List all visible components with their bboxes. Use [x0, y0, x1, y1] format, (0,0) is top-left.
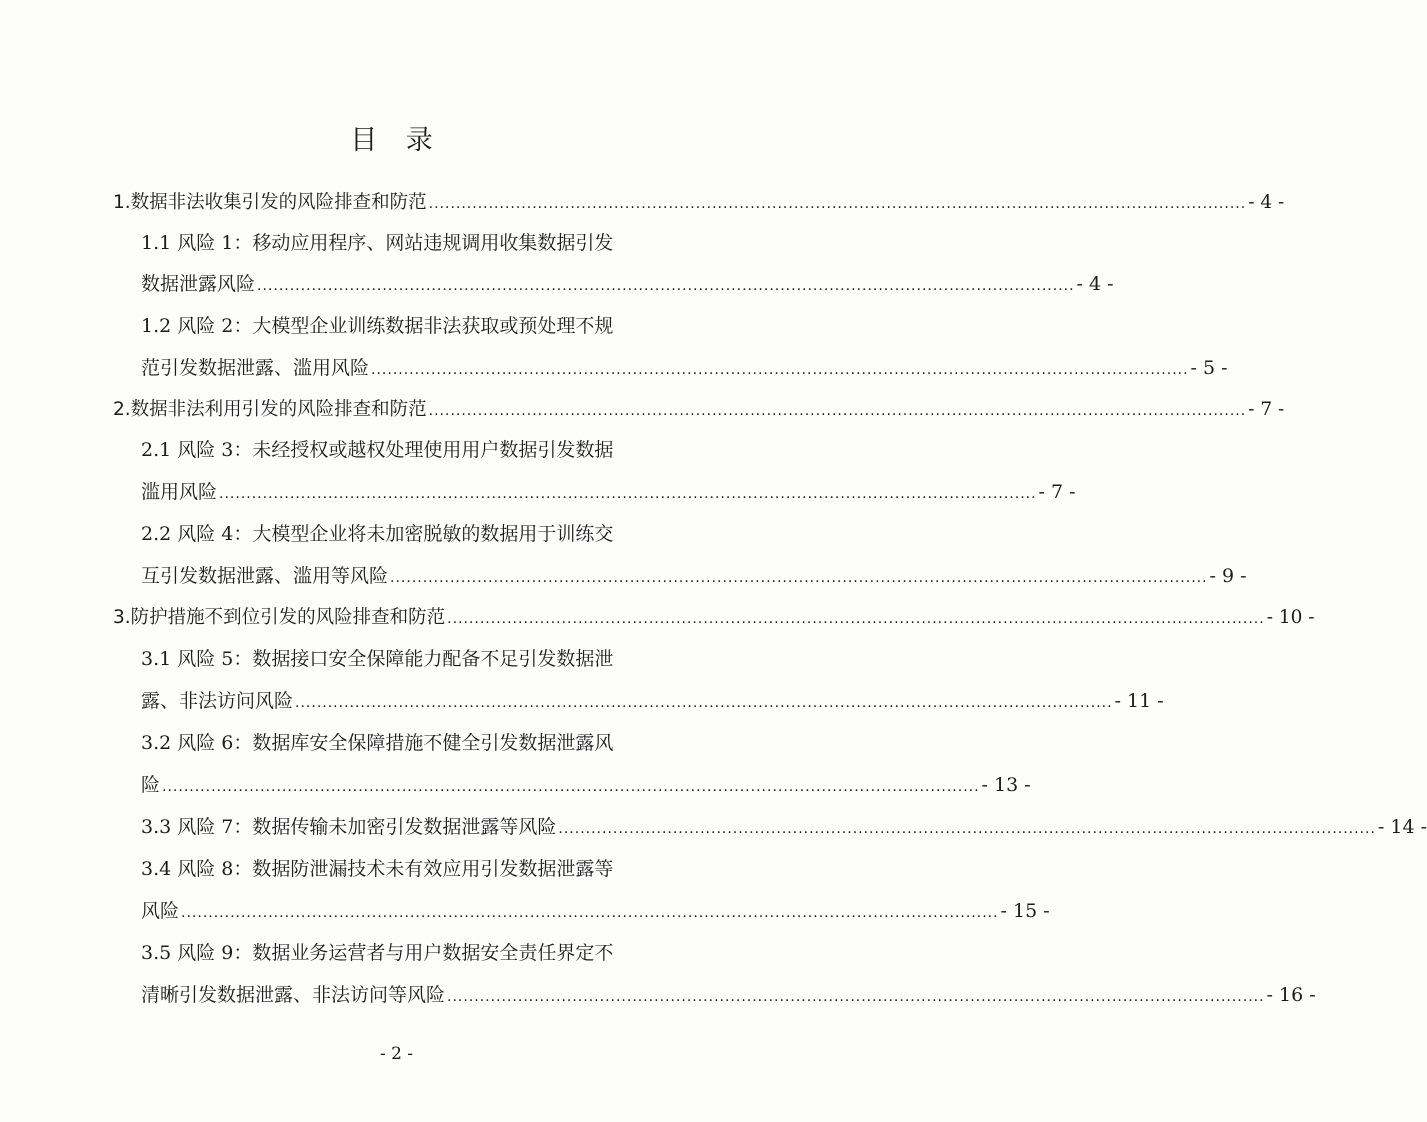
toc-entry-3[interactable]	[113, 600, 1315, 636]
toc-page-number: - 10 -	[1266, 607, 1315, 628]
leader-dots: ......................................................................................................................................................	[447, 611, 1265, 627]
page-title: 目 录	[350, 125, 443, 156]
toc-entry-3-4-cont[interactable]	[141, 893, 1050, 929]
toc-entry-text: 3.防护措施不到位引发的风险排查和防范	[113, 607, 446, 628]
toc-entry-3-1-cont[interactable]	[141, 683, 1164, 719]
toc-entry-3-4[interactable]	[141, 851, 658, 887]
toc-page-number: - 7 -	[1248, 399, 1285, 420]
toc-entry-3-1[interactable]	[141, 641, 658, 677]
toc-entry-continuation: 互引发数据泄露、滥用等风险	[141, 565, 389, 587]
toc-entry-1-1[interactable]	[141, 225, 658, 261]
toc-entry-2-1-cont[interactable]	[141, 474, 1076, 510]
leader-dots: ......................................................................................................................................................	[428, 403, 1247, 419]
leader-dots: ......................................................................................................................................................	[428, 196, 1247, 212]
leader-dots: ......................................................................................................................................................	[162, 779, 980, 795]
toc-entry-2-1[interactable]	[141, 432, 658, 468]
toc-entry-text: 2.2 风险 4：大模型企业将未加密脱敏的数据用于训练交	[141, 523, 614, 545]
toc-page-number: - 7 -	[1038, 481, 1076, 503]
toc-entry-2[interactable]	[113, 392, 1285, 428]
leader-dots: ......................................................................................................................................................	[371, 362, 1189, 378]
toc-entry-continuation: 数据泄露风险	[141, 273, 256, 295]
leader-dots: ......................................................................................................................................................	[390, 570, 1208, 586]
toc-entry-text: 3.4 风险 8：数据防泄漏技术未有效应用引发数据泄露等	[141, 858, 614, 880]
toc-entry-text: 1.1 风险 1：移动应用程序、网站违规调用收集数据引发	[141, 232, 614, 254]
toc-page-number: - 13 -	[981, 774, 1031, 796]
leader-dots: ......................................................................................................................................................	[219, 486, 1037, 502]
toc-entry-text: 2.数据非法利用引发的风险排查和防范	[113, 399, 427, 420]
toc-entry-continuation: 险	[141, 774, 161, 796]
toc-entry-3-5-cont[interactable]	[141, 977, 1316, 1013]
leader-dots: ......................................................................................................................................................	[181, 905, 999, 921]
page-number-footer: - 2 -	[379, 1044, 414, 1064]
leader-dots: ......................................................................................................................................................	[447, 989, 1265, 1005]
toc-entry-text: 3.3 风险 7：数据传输未加密引发数据泄露等风险	[141, 816, 557, 838]
toc-entry-continuation: 范引发数据泄露、滥用风险	[141, 357, 370, 379]
toc-entry-3-2[interactable]	[141, 725, 658, 761]
toc-entry-continuation: 露、非法访问风险	[141, 690, 294, 712]
toc-entry-text: 1.数据非法收集引发的风险排查和防范	[113, 192, 427, 213]
toc-page-number: - 16 -	[1266, 984, 1316, 1006]
toc-page-number: - 4 -	[1248, 192, 1285, 213]
toc-page-number: - 9 -	[1209, 565, 1247, 587]
toc-page-number: - 11 -	[1114, 690, 1164, 712]
toc-entry-1-2[interactable]	[141, 308, 658, 344]
toc-entry-text: 2.1 风险 3：未经授权或越权处理使用用户数据引发数据	[141, 439, 614, 461]
toc-entry-text: 3.1 风险 5：数据接口安全保障能力配备不足引发数据泄	[141, 648, 614, 670]
toc-entry-text: 3.5 风险 9：数据业务运营者与用户数据安全责任界定不	[141, 942, 614, 964]
toc-entry-1[interactable]	[113, 185, 1285, 221]
toc-entry-1-2-cont[interactable]	[141, 350, 1228, 386]
toc-entry-continuation: 清晰引发数据泄露、非法访问等风险	[141, 984, 446, 1006]
toc-entry-text: 1.2 风险 2：大模型企业训练数据非法获取或预处理不规	[141, 315, 614, 337]
toc-entry-3-5[interactable]	[141, 935, 658, 971]
toc-entry-continuation: 滥用风险	[141, 481, 218, 503]
toc-entry-1-1-cont[interactable]	[141, 266, 1114, 302]
toc-page-number: - 5 -	[1190, 357, 1228, 379]
toc-page-number: - 4 -	[1076, 273, 1114, 295]
toc-entry-2-2-cont[interactable]	[141, 558, 1247, 594]
toc-entry-continuation: 风险	[141, 900, 180, 922]
leader-dots: ......................................................................................................................................................	[558, 821, 1376, 837]
toc-entry-text: 3.2 风险 6：数据库安全保障措施不健全引发数据泄露风	[141, 732, 614, 754]
toc-entry-2-2[interactable]	[141, 516, 658, 552]
toc-entry-3-2-cont[interactable]	[141, 767, 1031, 803]
leader-dots: ......................................................................................................................................................	[257, 278, 1075, 294]
leader-dots: ......................................................................................................................................................	[295, 695, 1113, 711]
toc-page-number: - 15 -	[1000, 900, 1050, 922]
toc-entry-3-3[interactable]	[141, 809, 1427, 845]
toc-page-number: - 14 -	[1377, 816, 1427, 838]
